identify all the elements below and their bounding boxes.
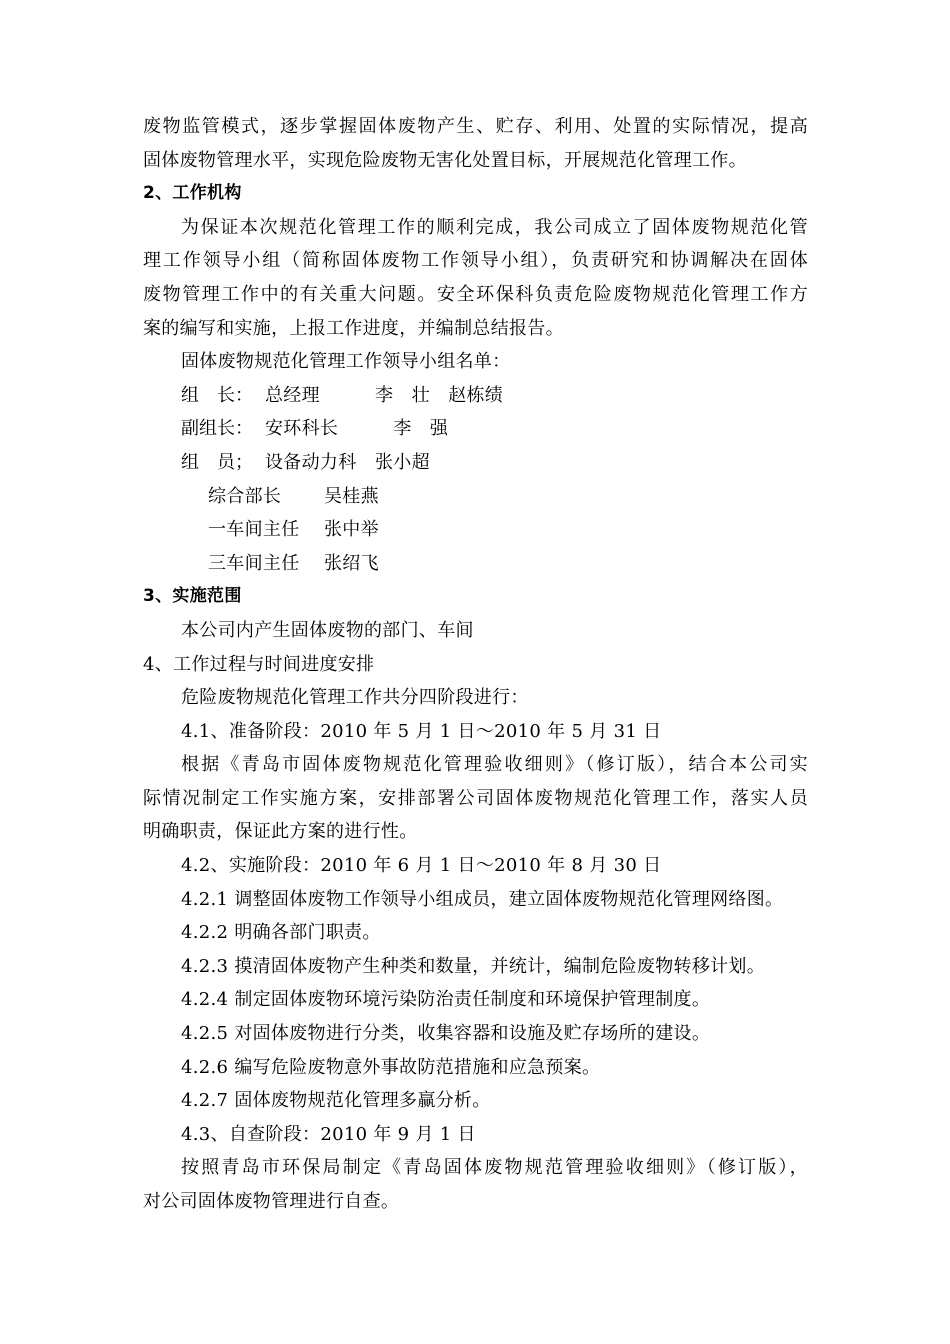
section-4-intro: 危险废物规范化管理工作共分四阶段进行： [181, 687, 529, 709]
document-body [143, 110, 808, 1219]
member-names: 张小超 [375, 451, 430, 473]
stage-2-item: 4.2.6 编写危险废物意外事故防范措施和应急预案。 [181, 1056, 601, 1078]
member-role: 副组长： [181, 418, 253, 440]
intro-line-1: 废物监管模式，逐步掌握固体废物产生、贮存、利用、处置的实际情况，提高 [143, 116, 808, 137]
member-names: 李 壮 赵栋绩 [375, 384, 504, 406]
section-3-heading: 3、实施范围 [143, 586, 242, 607]
member-role: 组 长： [181, 384, 253, 406]
stage-2-item: 4.2.3 摸清固体废物产生种类和数量，并统计，编制危险废物转移计划。 [181, 955, 766, 977]
stage-3-line-2: 对公司固体废物管理进行自查。 [143, 1191, 400, 1212]
stage-2-item: 4.2.4 制定固体废物环境污染防治责任制度和环境保护管理制度。 [181, 989, 711, 1011]
sub-member-name: 张中举 [324, 519, 379, 541]
sub-member-row [143, 480, 808, 514]
stage-2-item: 4.2.2 明确各部门职责。 [181, 922, 381, 944]
section-2-heading: 2、工作机构 [143, 183, 242, 204]
stage-3-title: 4.3、自查阶段：2010 年 9 月 1 日 [181, 1123, 476, 1145]
stage-2-item: 4.2.7 固体废物规范化管理多赢分析。 [181, 1090, 491, 1112]
section-2-para-line-1: 为保证本次规范化管理工作的顺利完成，我公司成立了固体废物规范化管 [181, 216, 808, 238]
stage-1-title: 4.1、准备阶段：2010 年 5 月 1 日～2010 年 5 月 31 日 [181, 720, 662, 742]
member-list-title: 固体废物规范化管理工作领导小组名单： [181, 351, 511, 373]
sub-member-role: 三车间主任 [208, 552, 300, 574]
sub-member-row [143, 547, 808, 581]
section-2-para-line-2: 理工作领导小组（简称固体废物工作领导小组），负责研究和协调解决在固体 [143, 250, 808, 272]
stage-1-line-1: 根据《青岛市固体废物规范化管理验收细则》（修订版），结合本公司实 [181, 754, 808, 776]
section-2-para-line-3: 废物管理工作中的有关重大问题。安全环保科负责危险废物规范化管理工作方 [143, 283, 808, 305]
member-row-members [143, 446, 808, 480]
sub-member-role: 一车间主任 [208, 519, 300, 541]
member-role: 组 员； [181, 451, 253, 473]
stage-1-line-3: 明确职责，保证此方案的进行性。 [143, 821, 418, 843]
stage-2-item: 4.2.1 调整固体废物工作领导小组成员，建立固体废物规范化管理网络图。 [181, 888, 784, 910]
sub-member-role: 综合部长 [208, 485, 282, 507]
section-3-text: 本公司内产生固体废物的部门、车间 [181, 619, 474, 641]
sub-member-name: 张绍飞 [324, 552, 379, 574]
member-dept: 总经理 [265, 384, 320, 406]
sub-member-name: 吴桂燕 [324, 485, 379, 507]
stage-1-line-2: 际情况制定工作实施方案，安排部署公司固体废物规范化管理工作，落实人员 [143, 787, 808, 809]
sub-member-row [143, 513, 808, 547]
section-2-para-line-4: 案的编写和实施，上报工作进度，并编制总结报告。 [143, 317, 564, 339]
member-row-leader [143, 379, 808, 413]
member-row-deputy [143, 412, 808, 446]
section-4-heading: 4、工作过程与时间进度安排 [143, 653, 375, 675]
intro-line-2: 固体废物管理水平，实现危险废物无害化处置目标，开展规范化管理工作。 [143, 149, 747, 171]
stage-2-item: 4.2.5 对固体废物进行分类，收集容器和设施及贮存场所的建设。 [181, 1023, 711, 1045]
member-dept: 设备动力科 [265, 451, 357, 473]
member-dept: 安环科长 [265, 418, 339, 440]
stage-3-line-1: 按照青岛市环保局制定《青岛固体废物规范管理验收细则》（修订版）， [181, 1157, 808, 1179]
member-names: 李 强 [375, 418, 449, 440]
stage-2-title: 4.2、实施阶段：2010 年 6 月 1 日～2010 年 8 月 30 日 [181, 855, 662, 877]
